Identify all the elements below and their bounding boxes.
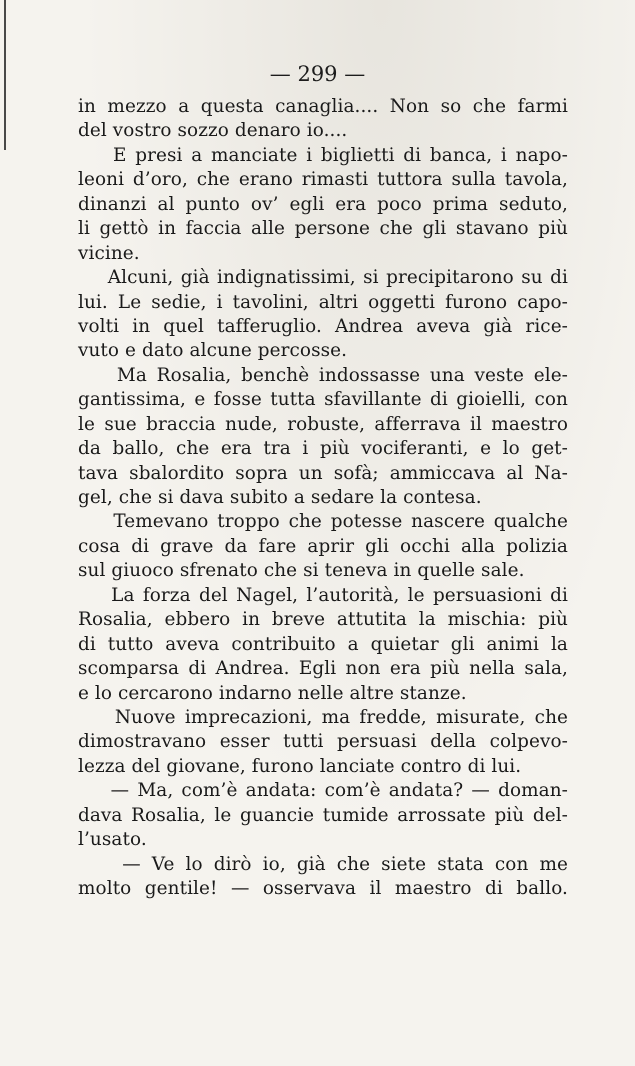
text-line: lui. Le sedie, i tavolini, altri oggetti furono capo- (78, 291, 568, 313)
text-line: La forza del Nagel, l’autorità, le persuasioni di (78, 584, 568, 606)
text-line: Temevano troppo che potesse nascere qualche (78, 511, 568, 533)
text-line: li gettò in faccia alle persone che gli stavano più (78, 218, 568, 240)
text-line: gel, che si dava subito a sedare la contesa. (78, 487, 482, 508)
text-line: volti in quel tafferuglio. Andrea aveva già rice- (78, 315, 568, 337)
text-line: sul giuoco sfrenato che si teneva in quelle sale. (78, 560, 525, 582)
text-line: Rosalia, ebbero in breve attutita la mischia: più (78, 609, 568, 631)
text-line: vicine. (78, 242, 140, 264)
text-line: dava Rosalia, le guancie tumide arrossate più del- (78, 804, 568, 826)
text-line: Alcuni, già indignatissimi, si precipitarono su di (78, 267, 568, 289)
text-line: dinanzi al punto ov’ egli era poco prima seduto, (78, 193, 568, 215)
text-line: — Ve lo dirò io, già che siete stata con me (78, 853, 568, 875)
text-line: di tutto aveva contribuito a quietar gli animi la (78, 633, 568, 655)
body-text (78, 95, 568, 901)
text-line: dimostravano esser tutti persuasi della colpevo- (78, 731, 568, 753)
text-line: del vostro sozzo denaro io.... (78, 120, 348, 142)
text-line: in mezzo a questa canaglia.... Non so che farmi (78, 96, 568, 117)
text-line: Ma Rosalia, benchè indossasse una veste ele- (78, 364, 568, 386)
text-line: — Ma, com’è andata: com’è andata? — doman- (78, 780, 568, 802)
text-line: da ballo, che era tra i più vociferanti, e lo get- (78, 438, 568, 460)
text-line: leoni d’oro, che erano rimasti tuttora sulla tavola, (78, 169, 568, 191)
text-line: l’usato. (78, 829, 147, 851)
text-line: tava sbalordito sopra un sofà; ammiccava al Na- (78, 462, 568, 484)
page-number: — 299 — (269, 62, 366, 86)
text-line: gantissima, e fosse tutta sfavillante di gioielli, con (78, 389, 568, 411)
text-line: scomparsa di Andrea. Egli non era più nella sala, (78, 658, 568, 680)
text-line: lezza del giovane, furono lanciate contro di lui. (78, 755, 522, 777)
text-line: cosa di grave da fare aprir gli occhi alla polizia (78, 535, 568, 557)
text-line: Nuove imprecazioni, ma fredde, misurate, che (78, 706, 568, 728)
text-line: molto gentile! — osservava il maestro di ballo. (78, 878, 568, 899)
text-line: E presi a manciate i biglietti di banca, i napo- (78, 144, 568, 166)
text-line: le sue braccia nude, robuste, afferrava il maestro (78, 413, 568, 435)
text-line: vuto e dato alcune percosse. (78, 340, 348, 362)
text-line: e lo cercarono indarno nelle altre stanze. (78, 682, 467, 704)
